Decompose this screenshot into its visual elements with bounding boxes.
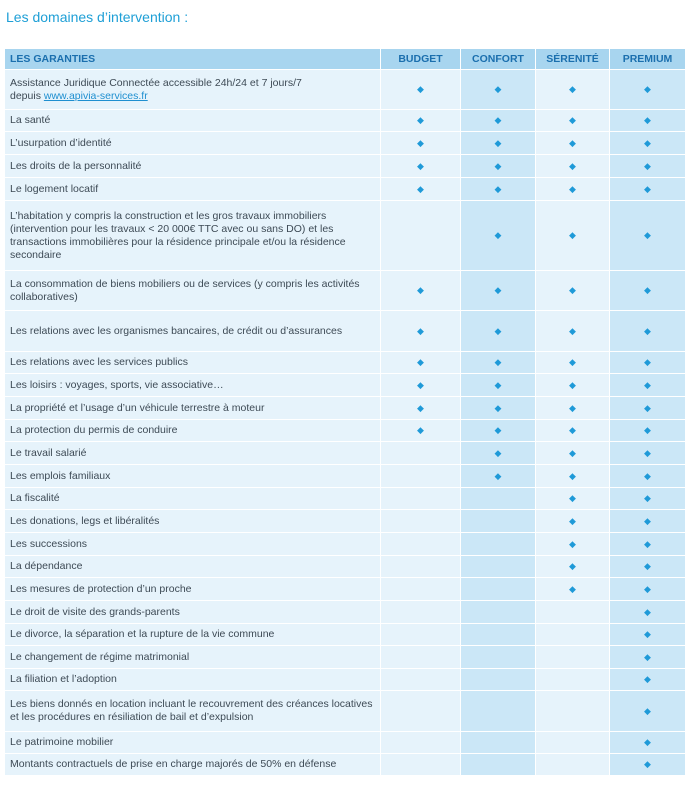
cell-confort (461, 420, 536, 442)
diamond-icon: ◆ (494, 402, 502, 413)
guarantee-label (5, 201, 381, 271)
table-row (5, 556, 686, 578)
table-row (5, 70, 686, 110)
cell-confort (461, 556, 536, 578)
diamond-icon: ◆ (569, 285, 576, 295)
cell-serenite (536, 420, 610, 442)
column-header-budget: BUDGET (381, 49, 461, 70)
diamond-icon: ◆ (644, 674, 651, 684)
table-row (5, 624, 686, 646)
guarantee-label-text: L’habitation y compris la construction et les gros travaux immobiliers (intervention pour les travaux < 20 000€ TTC avec ou sans DO) et les transactions immobilières pour la résidence principale et/ou la résidence secondaire (10, 209, 346, 261)
cell-budget (381, 155, 461, 178)
cell-serenite (536, 155, 610, 178)
diamond-icon: ◆ (494, 470, 502, 481)
guarantee-label-text: Les emplois familiaux (10, 469, 111, 482)
table-row (5, 488, 686, 510)
table-row (5, 754, 686, 776)
cell-premium (610, 691, 686, 732)
cell-premium (610, 442, 686, 465)
cell-serenite (536, 271, 610, 311)
guarantee-label-text: Les successions (10, 537, 88, 550)
guarantee-label (5, 374, 381, 397)
guarantees-table (4, 48, 686, 776)
diamond-icon: ◆ (569, 230, 576, 240)
diamond-icon: ◆ (644, 137, 651, 148)
diamond-icon: ◆ (644, 425, 651, 435)
column-header-premium: PREMIUM (610, 49, 686, 70)
cell-budget (381, 646, 461, 669)
diamond-icon: ◆ (494, 160, 502, 171)
cell-premium (610, 132, 686, 155)
diamond-icon: ◆ (569, 84, 576, 94)
diamond-icon: ◆ (417, 325, 424, 336)
guarantee-label-text: La propriété et l’usage d’un véhicule terrestre à moteur (10, 401, 265, 414)
guarantee-label-text: Les mesures de protection d’un proche (10, 582, 192, 595)
diamond-icon: ◆ (644, 285, 651, 295)
cell-budget (381, 578, 461, 601)
table-row (5, 420, 686, 442)
guarantee-label-text: Le patrimoine mobilier (10, 736, 114, 748)
diamond-icon: ◆ (569, 357, 576, 367)
column-header-guarantees: LES GARANTIES (5, 49, 381, 70)
cell-confort (461, 601, 536, 624)
cell-serenite (536, 556, 610, 578)
table-row (5, 510, 686, 533)
cell-serenite (536, 311, 610, 352)
cell-confort (461, 70, 536, 110)
diamond-icon: ◆ (569, 583, 576, 594)
cell-confort (461, 533, 536, 556)
guarantee-label-text: La dépendance (10, 560, 83, 572)
cell-premium (610, 488, 686, 510)
cell-budget (381, 556, 461, 578)
guarantee-label (5, 397, 381, 420)
guarantee-label-text: Les droits de la personnalité (10, 159, 142, 172)
cell-budget (381, 374, 461, 397)
diamond-icon: ◆ (494, 115, 502, 125)
table-row (5, 132, 686, 155)
guarantee-label (5, 624, 381, 646)
diamond-icon: ◆ (494, 183, 502, 194)
cell-serenite (536, 397, 610, 420)
diamond-icon: ◆ (644, 705, 651, 716)
column-header-serenite: SÉRENITÉ (536, 49, 610, 70)
cell-serenite (536, 646, 610, 669)
table-row (5, 397, 686, 420)
diamond-icon: ◆ (569, 447, 576, 458)
cell-budget (381, 397, 461, 420)
cell-confort (461, 465, 536, 488)
cell-serenite (536, 624, 610, 646)
cell-budget (381, 533, 461, 556)
diamond-icon: ◆ (569, 493, 576, 503)
table-row (5, 732, 686, 754)
diamond-icon: ◆ (417, 357, 424, 367)
cell-confort (461, 488, 536, 510)
diamond-icon: ◆ (494, 285, 502, 295)
diamond-icon: ◆ (569, 425, 576, 435)
diamond-icon: ◆ (417, 425, 424, 435)
cell-budget (381, 601, 461, 624)
diamond-icon: ◆ (644, 737, 651, 747)
guarantee-label-text: Le travail salarié (10, 446, 87, 459)
guarantee-label (5, 732, 381, 754)
diamond-icon: ◆ (569, 379, 576, 390)
cell-premium (610, 732, 686, 754)
cell-premium (610, 155, 686, 178)
cell-premium (610, 556, 686, 578)
guarantee-label (5, 271, 381, 311)
guarantee-label-text: Le changement de régime matrimonial (10, 650, 190, 663)
diamond-icon: ◆ (494, 325, 502, 336)
table-header-row (5, 49, 686, 70)
table-row (5, 155, 686, 178)
cell-serenite (536, 132, 610, 155)
diamond-icon: ◆ (644, 402, 651, 413)
diamond-icon: ◆ (569, 470, 576, 481)
guarantee-label-text: Assistance Juridique Connectée accessible 24h/24 et 7 jours/7 (10, 76, 302, 89)
cell-premium (610, 669, 686, 691)
diamond-icon: ◆ (644, 470, 651, 481)
cell-premium (610, 110, 686, 132)
diamond-icon: ◆ (569, 402, 576, 413)
cell-premium (610, 352, 686, 374)
cell-budget (381, 132, 461, 155)
cell-serenite (536, 488, 610, 510)
cell-serenite (536, 533, 610, 556)
column-header-confort: CONFORT (461, 49, 536, 70)
table-row (5, 178, 686, 201)
cell-premium (610, 754, 686, 776)
guarantee-label-text: Le divorce, la séparation et la rupture de la vie commune (10, 628, 275, 640)
cell-serenite (536, 691, 610, 732)
guarantee-label (5, 601, 381, 624)
cell-premium (610, 397, 686, 420)
cell-confort (461, 669, 536, 691)
guarantee-label (5, 132, 381, 155)
cell-confort (461, 352, 536, 374)
cell-budget (381, 488, 461, 510)
cell-confort (461, 691, 536, 732)
cell-confort (461, 178, 536, 201)
cell-serenite (536, 732, 610, 754)
cell-budget (381, 110, 461, 132)
diamond-icon: ◆ (569, 160, 576, 171)
guarantee-label-text: La fiscalité (10, 492, 60, 504)
diamond-icon: ◆ (644, 230, 651, 240)
diamond-icon: ◆ (644, 325, 651, 336)
cell-premium (610, 420, 686, 442)
guarantee-label (5, 488, 381, 510)
diamond-icon: ◆ (417, 160, 424, 171)
cell-confort (461, 754, 536, 776)
diamond-icon: ◆ (644, 379, 651, 390)
diamond-icon: ◆ (644, 160, 651, 171)
table-row (5, 465, 686, 488)
cell-confort (461, 646, 536, 669)
guarantee-label (5, 465, 381, 488)
guarantee-label-text: Les relations avec les organismes bancaires, de crédit ou d’assurances (10, 324, 343, 337)
table-row (5, 646, 686, 669)
cell-serenite (536, 578, 610, 601)
table-row (5, 601, 686, 624)
cell-budget (381, 732, 461, 754)
guarantee-label (5, 70, 381, 110)
cell-premium (610, 510, 686, 533)
cell-serenite (536, 465, 610, 488)
cell-premium (610, 201, 686, 271)
diamond-icon: ◆ (569, 115, 576, 125)
cell-confort (461, 110, 536, 132)
diamond-icon: ◆ (644, 84, 651, 94)
guarantee-label-text: L’usurpation d’identité (10, 136, 112, 149)
diamond-icon: ◆ (494, 84, 502, 94)
cell-serenite (536, 178, 610, 201)
diamond-icon: ◆ (494, 379, 502, 390)
cell-budget (381, 311, 461, 352)
diamond-icon: ◆ (417, 137, 424, 148)
cell-serenite (536, 201, 610, 271)
guarantee-label-text: Les donations, legs et libéralités (10, 514, 160, 527)
cell-budget (381, 754, 461, 776)
diamond-icon: ◆ (417, 402, 424, 413)
guarantee-label (5, 311, 381, 352)
guarantee-label-text: Les relations avec les services publics (10, 356, 188, 368)
cell-serenite (536, 442, 610, 465)
diamond-icon: ◆ (494, 230, 502, 240)
table-row (5, 352, 686, 374)
cell-budget (381, 352, 461, 374)
diamond-icon: ◆ (644, 357, 651, 367)
guarantee-label (5, 556, 381, 578)
cell-budget (381, 442, 461, 465)
cell-premium (610, 465, 686, 488)
apivia-services-link[interactable]: www.apivia-services.fr (43, 89, 148, 102)
cell-budget (381, 178, 461, 201)
cell-serenite (536, 669, 610, 691)
table-row (5, 374, 686, 397)
cell-confort (461, 132, 536, 155)
guarantee-label (5, 110, 381, 132)
diamond-icon: ◆ (644, 447, 651, 458)
cell-premium (610, 578, 686, 601)
cell-budget (381, 691, 461, 732)
guarantee-label-text: La filiation et l’adoption (10, 673, 117, 685)
guarantee-label-text: Montants contractuels de prise en charge majorés de 50% en défense (10, 758, 337, 770)
cell-premium (610, 271, 686, 311)
diamond-icon: ◆ (644, 115, 651, 125)
guarantee-label-text: Les loisirs : voyages, sports, vie associative… (10, 378, 224, 391)
table-row (5, 533, 686, 556)
guarantee-label (5, 754, 381, 776)
table-row (5, 110, 686, 132)
diamond-icon: ◆ (494, 357, 502, 367)
cell-serenite (536, 374, 610, 397)
guarantee-label-text: Le logement locatif (10, 182, 99, 195)
guarantee-label (5, 646, 381, 669)
cell-premium (610, 646, 686, 669)
cell-budget (381, 465, 461, 488)
guarantee-label-text: Le droit de visite des grands-parents (10, 605, 180, 618)
guarantee-label-text: La protection du permis de conduire (10, 424, 178, 436)
guarantee-label (5, 533, 381, 556)
cell-budget (381, 420, 461, 442)
diamond-icon: ◆ (417, 183, 424, 194)
diamond-icon: ◆ (494, 447, 502, 458)
cell-budget (381, 624, 461, 646)
diamond-icon: ◆ (644, 561, 651, 571)
guarantee-label (5, 352, 381, 374)
diamond-icon: ◆ (569, 538, 576, 549)
cell-premium (610, 624, 686, 646)
diamond-icon: ◆ (417, 379, 424, 390)
diamond-icon: ◆ (569, 183, 576, 194)
diamond-icon: ◆ (644, 629, 651, 639)
cell-confort (461, 201, 536, 271)
table-row (5, 691, 686, 732)
diamond-icon: ◆ (569, 325, 576, 336)
diamond-icon: ◆ (494, 425, 502, 435)
diamond-icon: ◆ (417, 115, 424, 125)
diamond-icon: ◆ (569, 561, 576, 571)
guarantee-label (5, 178, 381, 201)
cell-serenite (536, 352, 610, 374)
cell-confort (461, 624, 536, 646)
table-row (5, 578, 686, 601)
cell-serenite (536, 70, 610, 110)
cell-budget (381, 70, 461, 110)
cell-premium (610, 374, 686, 397)
cell-budget (381, 510, 461, 533)
guarantee-label (5, 669, 381, 691)
diamond-icon: ◆ (644, 651, 651, 662)
cell-premium (610, 311, 686, 352)
cell-budget (381, 201, 461, 271)
cell-confort (461, 732, 536, 754)
cell-premium (610, 178, 686, 201)
diamond-icon: ◆ (644, 606, 651, 617)
diamond-icon: ◆ (417, 84, 424, 94)
diamond-icon: ◆ (644, 183, 651, 194)
guarantee-label-prefix: depuis (10, 89, 44, 102)
cell-serenite (536, 601, 610, 624)
cell-premium (610, 70, 686, 110)
table-row (5, 669, 686, 691)
page-title: Les domaines d’intervention : (6, 9, 189, 25)
table-row (5, 442, 686, 465)
cell-confort (461, 374, 536, 397)
cell-budget (381, 271, 461, 311)
diamond-icon: ◆ (494, 137, 502, 148)
diamond-icon: ◆ (417, 285, 424, 295)
guarantee-label-text: La santé (10, 114, 51, 126)
guarantee-label (5, 155, 381, 178)
cell-confort (461, 397, 536, 420)
guarantee-label (5, 510, 381, 533)
diamond-icon: ◆ (644, 583, 651, 594)
cell-budget (381, 669, 461, 691)
diamond-icon: ◆ (644, 515, 651, 526)
table-row (5, 201, 686, 271)
cell-premium (610, 533, 686, 556)
cell-serenite (536, 110, 610, 132)
cell-confort (461, 578, 536, 601)
diamond-icon: ◆ (644, 493, 651, 503)
guarantee-label-text: La consommation de biens mobiliers ou de services (y compris les activités collaboratives) (10, 277, 360, 303)
cell-confort (461, 442, 536, 465)
guarantee-label (5, 442, 381, 465)
cell-confort (461, 155, 536, 178)
guarantee-label (5, 691, 381, 732)
cell-serenite (536, 510, 610, 533)
diamond-icon: ◆ (644, 538, 651, 549)
cell-confort (461, 311, 536, 352)
diamond-icon: ◆ (569, 515, 576, 526)
table-row (5, 311, 686, 352)
table-row (5, 271, 686, 311)
diamond-icon: ◆ (644, 759, 651, 769)
cell-confort (461, 271, 536, 311)
diamond-icon: ◆ (569, 137, 576, 148)
guarantee-label (5, 420, 381, 442)
guarantee-label (5, 578, 381, 601)
cell-premium (610, 601, 686, 624)
cell-confort (461, 510, 536, 533)
cell-serenite (536, 754, 610, 776)
guarantee-label-text: Les biens donnés en location incluant le recouvrement des créances locatives et les procédures en résiliation de bail et d’expulsion (10, 698, 373, 723)
